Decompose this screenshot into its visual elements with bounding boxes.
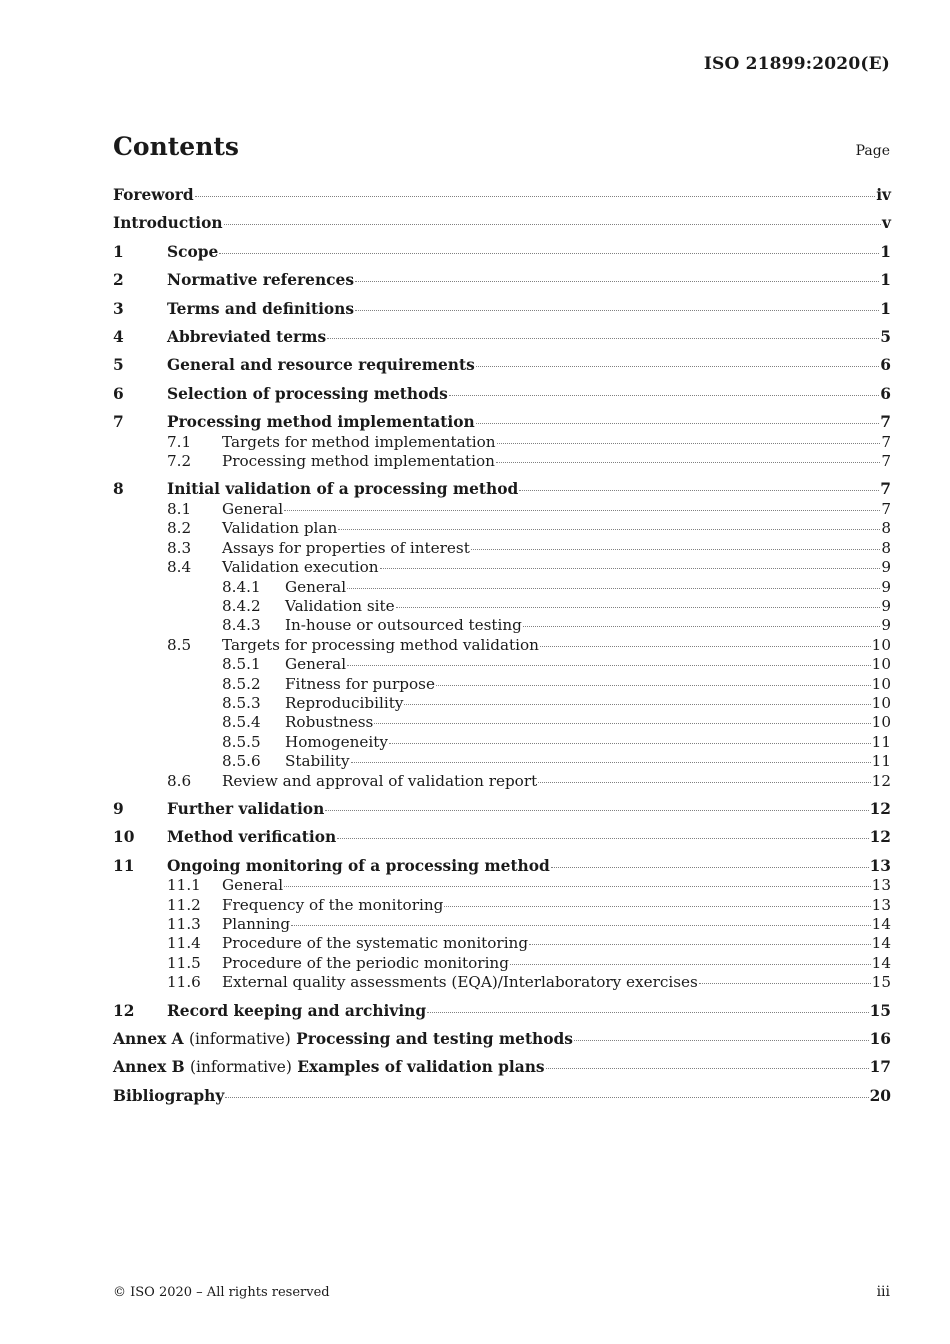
toc-dot-leader <box>529 943 871 945</box>
toc-entry-title: Method verification <box>167 828 337 847</box>
page-header-doc-id: ISO 21899:2020(E) <box>703 54 890 74</box>
toc-dot-leader <box>538 781 870 783</box>
toc-entry-page: 11 <box>871 752 891 771</box>
toc-entry[interactable] <box>113 1002 891 1021</box>
toc-entry-number: 8.5 <box>167 635 192 654</box>
toc-dot-leader <box>355 280 879 282</box>
toc-entry[interactable] <box>113 713 891 732</box>
toc-entry-page: 16 <box>869 1030 891 1049</box>
toc-dot-leader <box>497 442 881 444</box>
toc-dot-leader <box>291 924 871 926</box>
toc-dot-leader <box>510 963 871 965</box>
toc-entry[interactable] <box>113 1030 891 1049</box>
toc-entry-number: 7 <box>113 413 124 432</box>
toc-entry[interactable] <box>113 655 891 674</box>
toc-entry-title: General and resource requirements <box>167 356 475 375</box>
toc-entry-title: Initial validation of a processing method <box>167 480 519 499</box>
toc-entry-number: 12 <box>113 1001 135 1020</box>
toc-entry-number: 8.2 <box>167 519 192 538</box>
toc-dot-leader <box>444 905 870 907</box>
toc-entry[interactable] <box>113 694 891 713</box>
toc-entry[interactable] <box>113 578 891 597</box>
toc-entry-title: Fitness for purpose <box>285 674 435 693</box>
toc-entry-number: 11.2 <box>167 895 201 914</box>
toc-entry[interactable] <box>113 1087 891 1106</box>
toc-entry-title: Targets for processing method validation <box>222 635 539 654</box>
toc-entry[interactable] <box>113 828 891 847</box>
toc-entry-title: Scope <box>167 242 219 261</box>
toc-entry-title: Introduction <box>113 214 223 233</box>
footer-copyright: © ISO 2020 – All rights reserved <box>113 1285 330 1300</box>
toc-dot-leader <box>471 548 881 550</box>
toc-entry-page: 7 <box>881 432 891 451</box>
contents-title: Contents <box>113 132 240 161</box>
toc-dot-leader <box>449 394 879 396</box>
toc-entry-page: 14 <box>871 915 891 933</box>
toc-entry-page: 15 <box>869 1001 891 1020</box>
toc-dot-leader <box>519 489 879 491</box>
toc-entry-page: 7 <box>881 499 891 518</box>
toc-entry[interactable] <box>113 675 891 694</box>
toc-entry-title: Validation site <box>285 596 395 615</box>
toc-entry-number: 11.1 <box>167 876 201 895</box>
toc-entry[interactable] <box>113 500 891 519</box>
toc-dot-leader <box>347 587 880 589</box>
toc-entry-number: 2 <box>113 271 124 290</box>
annex-label: Annex B <box>113 1058 185 1077</box>
toc-entry-title: Abbreviated terms <box>167 328 327 347</box>
toc-entry-title: General <box>222 499 284 518</box>
toc-entry[interactable] <box>113 519 891 538</box>
toc-entry[interactable] <box>113 954 891 973</box>
toc-entry-page: 9 <box>881 577 891 596</box>
annex-type: (informative) <box>190 1058 292 1077</box>
toc-entry[interactable] <box>113 876 891 895</box>
toc-entry-title: Frequency of the monitoring <box>222 895 444 914</box>
toc-entry-page: 17 <box>869 1058 891 1077</box>
toc-dot-leader <box>396 606 881 608</box>
toc-entry[interactable] <box>113 973 891 992</box>
toc-entry-number: 8.5.5 <box>222 732 261 751</box>
toc-dot-leader <box>337 837 868 839</box>
toc-entry-page: 20 <box>869 1086 891 1105</box>
toc-dot-leader <box>327 337 879 339</box>
toc-entry-title: In-house or outsourced testing <box>285 616 522 635</box>
toc-entry-number: 8.4.2 <box>222 596 261 615</box>
toc-entry-number: 8 <box>113 480 124 499</box>
toc-entry[interactable] <box>113 433 891 452</box>
toc-entry[interactable] <box>113 934 891 953</box>
toc-entry-page: 13 <box>871 895 891 914</box>
toc-entry-number: 7.2 <box>167 452 192 471</box>
toc-entry-title: Planning <box>222 915 291 933</box>
toc-entry[interactable] <box>113 857 891 876</box>
toc-entry-number: 8.4 <box>167 558 192 577</box>
toc-entry-page: 7 <box>880 480 891 499</box>
toc-entry[interactable] <box>113 636 891 655</box>
toc-entry-title: Selection of processing methods <box>167 384 448 403</box>
toc-entry-page: 8 <box>881 519 891 538</box>
toc-entry-page: 15 <box>871 973 891 992</box>
toc-entry[interactable] <box>113 752 891 771</box>
toc-entry-title: General <box>285 655 347 674</box>
toc-entry-page: 1 <box>880 299 891 318</box>
toc-entry-number: 7.1 <box>167 432 192 451</box>
toc-dot-leader <box>374 722 870 724</box>
toc-entry-title: Processing method implementation <box>222 452 495 471</box>
toc-entry-number: 8.5.4 <box>222 713 261 732</box>
toc-entry-title <box>113 1030 573 1049</box>
toc-entry-page: 10 <box>871 655 891 674</box>
toc-entry-title: Review and approval of validation report <box>222 771 538 790</box>
toc-entry-title: Processing method implementation <box>167 413 475 432</box>
toc-entry-number: 9 <box>113 799 124 818</box>
toc-entry-page: 14 <box>871 934 891 953</box>
toc-entry-page: 10 <box>871 635 891 654</box>
toc-entry[interactable] <box>113 271 891 290</box>
toc-entry[interactable] <box>113 597 891 616</box>
toc-entry[interactable] <box>113 186 891 205</box>
toc-entry-page: 1 <box>880 242 891 261</box>
toc-dot-leader <box>338 528 880 530</box>
toc-entry-number: 8.6 <box>167 771 192 790</box>
toc-entry-number: 11.6 <box>167 973 201 992</box>
annex-title: Processing and testing methods <box>296 1030 573 1049</box>
toc-dot-leader <box>540 645 871 647</box>
toc-entry-page: 6 <box>880 384 891 403</box>
toc-entry[interactable] <box>113 896 891 915</box>
toc-dot-leader <box>476 422 880 424</box>
toc-dot-leader <box>284 509 880 511</box>
toc-dot-leader <box>546 1067 869 1069</box>
toc-entry-page: 9 <box>881 596 891 615</box>
toc-entry-page: 13 <box>871 876 891 895</box>
toc-entry-number: 8.4.1 <box>222 577 261 596</box>
toc-entry-title: Procedure of the periodic monitoring <box>222 953 509 972</box>
toc-entry-page: 10 <box>871 674 891 693</box>
toc-entry-title: Stability <box>285 752 350 771</box>
toc-entry-page: 13 <box>869 856 891 875</box>
toc-entry-page: 9 <box>881 558 891 577</box>
toc-entry-page: 12 <box>869 799 891 818</box>
toc-dot-leader <box>284 885 871 887</box>
toc-entry[interactable] <box>113 772 891 791</box>
page-column-label: Page <box>855 143 890 159</box>
toc-entry-page: v <box>882 214 891 233</box>
toc-entry-title: Assays for properties of interest <box>222 538 470 557</box>
toc-entry-number: 11.5 <box>167 953 201 972</box>
toc-dot-leader <box>496 461 880 463</box>
toc-entry[interactable] <box>113 733 891 752</box>
toc-dot-leader <box>325 809 868 811</box>
toc-entry[interactable] <box>113 356 891 375</box>
toc-dot-leader <box>551 866 869 868</box>
toc-entry-title: General <box>285 577 347 596</box>
toc-entry-page: 5 <box>880 328 891 347</box>
toc-dot-leader <box>404 703 870 705</box>
toc-entry-number: 11 <box>113 856 135 875</box>
toc-dot-leader <box>351 761 871 763</box>
toc-dot-leader <box>224 223 881 225</box>
toc-entry-title: Record keeping and archiving <box>167 1001 427 1020</box>
annex-type: (informative) <box>188 1030 291 1049</box>
toc-entry-title: Foreword <box>113 186 194 204</box>
toc-entry-page: 7 <box>880 413 891 432</box>
toc-entry-number: 11.3 <box>167 915 201 933</box>
toc-dot-leader <box>699 982 871 984</box>
toc-entry-page: 12 <box>871 771 891 790</box>
toc-entry-title: Robustness <box>285 713 374 732</box>
toc-entry-page: 10 <box>871 693 891 712</box>
toc-entry-page: 14 <box>871 953 891 972</box>
toc-dot-leader <box>523 625 880 627</box>
toc-dot-leader <box>380 567 881 569</box>
toc-entry-title: Normative references <box>167 271 354 290</box>
footer-page-number: iii <box>876 1284 890 1300</box>
toc-dot-leader <box>476 365 880 367</box>
toc-entry[interactable] <box>113 616 891 635</box>
toc-entry-number: 5 <box>113 356 124 375</box>
toc-entry[interactable] <box>113 243 891 262</box>
toc-entry-page: 10 <box>871 713 891 732</box>
toc-dot-leader <box>219 252 879 254</box>
toc-entry[interactable] <box>113 480 891 499</box>
toc-entry-page: iv <box>876 186 891 204</box>
toc-entry[interactable] <box>113 558 891 577</box>
toc-dot-leader <box>574 1039 869 1041</box>
toc-entry-number: 8.5.3 <box>222 693 261 712</box>
toc-entry-number: 8.3 <box>167 538 192 557</box>
toc-entry-title: Validation plan <box>222 519 338 538</box>
toc-entry-page: 11 <box>871 732 891 751</box>
toc-entry[interactable] <box>113 800 891 819</box>
toc-dot-leader <box>389 742 871 744</box>
toc-entry-title: Reproducibility <box>285 693 404 712</box>
toc-dot-leader <box>225 1096 868 1098</box>
toc-entry-number: 8.1 <box>167 499 192 518</box>
toc-entry-page: 9 <box>881 616 891 635</box>
table-of-contents <box>113 186 891 1106</box>
toc-entry[interactable] <box>113 1058 891 1077</box>
toc-entry-title: Terms and definitions <box>167 299 355 318</box>
annex-title: Examples of validation plans <box>297 1058 545 1077</box>
annex-label: Annex A <box>113 1030 184 1049</box>
toc-entry-title: Procedure of the systematic monitoring <box>222 934 529 953</box>
toc-entry-number: 3 <box>113 299 124 318</box>
toc-entry-number: 6 <box>113 384 124 403</box>
toc-entry-number: 4 <box>113 328 124 347</box>
toc-entry-number: 11.4 <box>167 934 201 953</box>
toc-entry[interactable] <box>113 915 891 934</box>
toc-entry-page: 1 <box>880 271 891 290</box>
toc-entry-page: 6 <box>880 356 891 375</box>
toc-entry[interactable] <box>113 539 891 558</box>
toc-entry-title: Targets for method implementation <box>222 432 496 451</box>
toc-entry[interactable] <box>113 385 891 404</box>
toc-entry-number: 8.5.6 <box>222 752 261 771</box>
toc-dot-leader <box>195 195 876 197</box>
toc-entry-number: 1 <box>113 242 124 261</box>
toc-entry[interactable] <box>113 300 891 319</box>
toc-entry[interactable] <box>113 214 891 233</box>
toc-entry-title: External quality assessments (EQA)/Interlaboratory exercises <box>222 973 698 992</box>
toc-entry-page: 8 <box>881 538 891 557</box>
toc-entry-title: General <box>222 876 284 895</box>
toc-dot-leader <box>436 684 871 686</box>
toc-dot-leader <box>355 309 879 311</box>
toc-entry-title: Validation execution <box>222 558 379 577</box>
toc-entry[interactable] <box>113 328 891 347</box>
toc-entry-page: 7 <box>881 452 891 471</box>
toc-entry-page: 12 <box>869 828 891 847</box>
toc-entry-number: 8.4.3 <box>222 616 261 635</box>
toc-dot-leader <box>427 1011 868 1013</box>
toc-entry[interactable] <box>113 413 891 432</box>
toc-entry-number: 10 <box>113 828 135 847</box>
toc-entry-number: 8.5.1 <box>222 655 261 674</box>
toc-dot-leader <box>347 664 871 666</box>
toc-entry-title: Further validation <box>167 799 325 818</box>
toc-entry-title: Bibliography <box>113 1086 225 1105</box>
toc-entry[interactable] <box>113 452 891 471</box>
toc-entry-number: 8.5.2 <box>222 674 261 693</box>
toc-entry-title <box>113 1058 545 1077</box>
toc-entry-title: Homogeneity <box>285 732 388 751</box>
toc-entry-title: Ongoing monitoring of a processing method <box>167 856 550 875</box>
